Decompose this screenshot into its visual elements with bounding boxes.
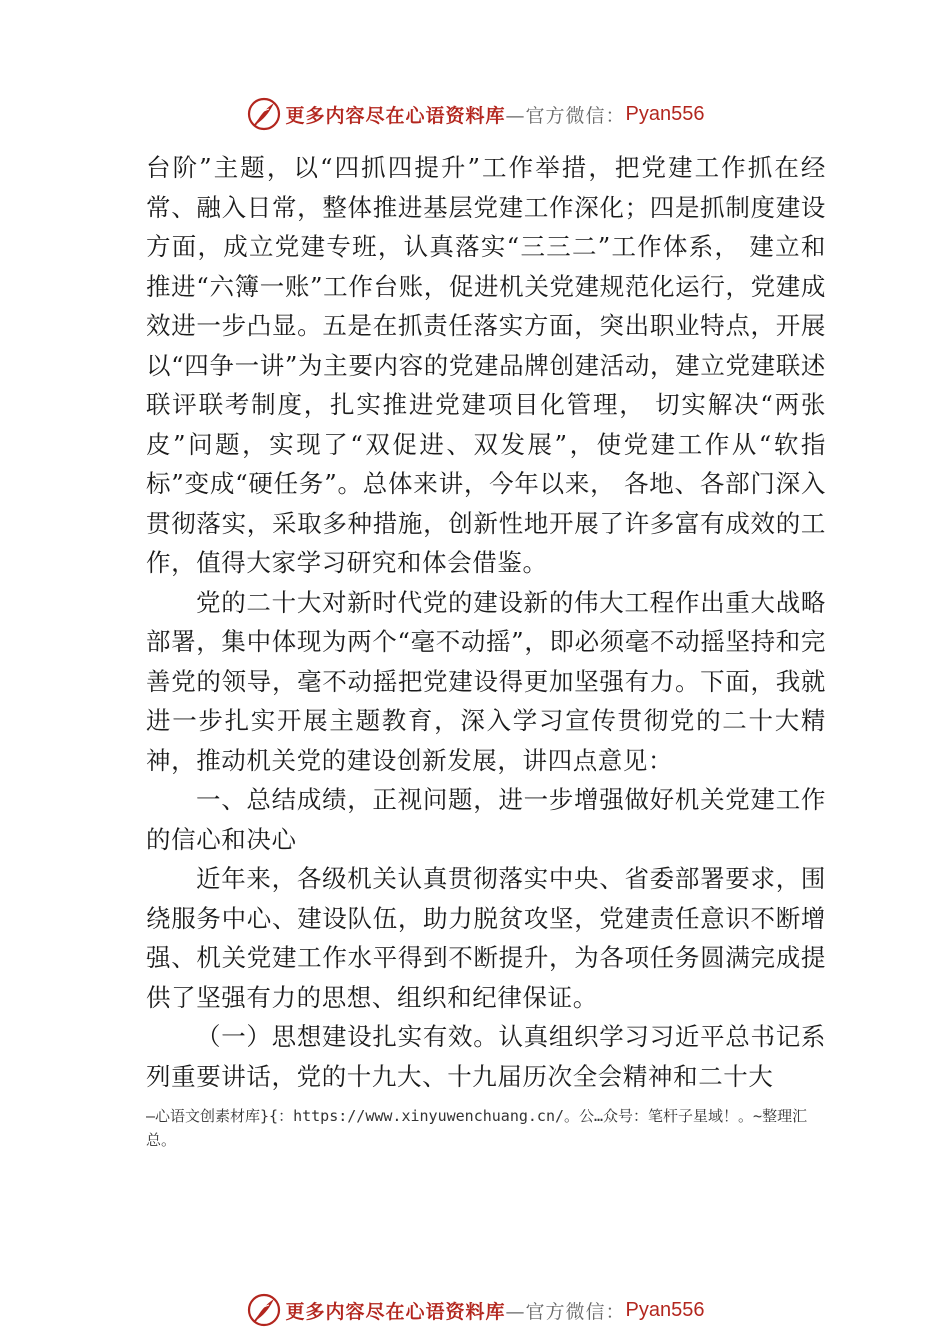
document-body: [146, 148, 826, 1096]
source-footnote: —心语文创素材库}{：https://www.xinyuwenchuang.cn/。公…众号：笔杆子星域！。~整理汇总。: [146, 1107, 808, 1149]
banner-account-text: Pyan556: [625, 1298, 705, 1321]
section-heading: 一、总结成绩，正视问题，进一步增强做好机关党建工作的信心和决心: [146, 785, 826, 854]
banner-separator-text: —官方微信：: [505, 104, 626, 127]
subsection-paragraph: （一）思想建设扎实有效。认真组织学习习近平总书记系列重要讲话，党的十九大、十九届历次全会精神和二十大: [146, 1022, 826, 1091]
banner-account-text: Pyan556: [625, 102, 705, 125]
body-paragraph: 党的二十大对新时代党的建设新的伟大工程作出重大战略部署，集中体现为两个“毫不动摇”，即必须毫不动摇坚持和完善党的领导，毫不动摇把党建设得更加坚强有力。下面，我就进一步扎实开展主题教育，深入学习宣传贯彻党的二十大精神，推动机关党的建设创新发展，讲四点意见：: [146, 587, 826, 775]
quill-pen-logo-icon: [246, 1292, 282, 1328]
body-paragraph: 近年来，各级机关认真贯彻落实中央、省委部署要求，围绕服务中心、建设队伍，助力脱贫攻坚，党建责任意识不断增强、机关党建工作水平得到不断提升，为各项任务圆满完成提供了坚强有力的思想、组织和纪律保证。: [146, 864, 826, 1012]
body-paragraph: 台阶”主题，以“四抓四提升”工作举措，把党建工作抓在经常、融入日常，整体推进基层党建工作深化；四是抓制度建设方面，成立党建专班，认真落实“三三二”工作体系， 建立和推进“六簿一账”工作台账，促进机关党建规范化运行，党建成效进一步凸显。五是在抓责任落实方面，突出职业特点，开展以“四争一讲”为主要内容的党建品牌创建活动，建立党建联述联评联考制度，扎实推进党建项目化管理， 切实解决“两张皮”问题，实现了“双促进、双发展”，使党建工作从“软指标”变成“硬任务”。总体来讲，今年以来， 各地、各部门深入贯彻落实，采取多种措施，创新性地开展了许多富有成效的工作，值得大家学习研究和体会借鉴。: [146, 153, 826, 577]
quill-pen-logo-icon: [246, 96, 282, 132]
footer-watermark-banner: [0, 1288, 950, 1332]
banner-main-text: 更多内容尽在心语资料库: [285, 1300, 506, 1323]
banner-separator-text: —官方微信：: [505, 1300, 626, 1323]
banner-main-text: 更多内容尽在心语资料库: [285, 104, 506, 127]
header-watermark-banner: [0, 92, 950, 136]
